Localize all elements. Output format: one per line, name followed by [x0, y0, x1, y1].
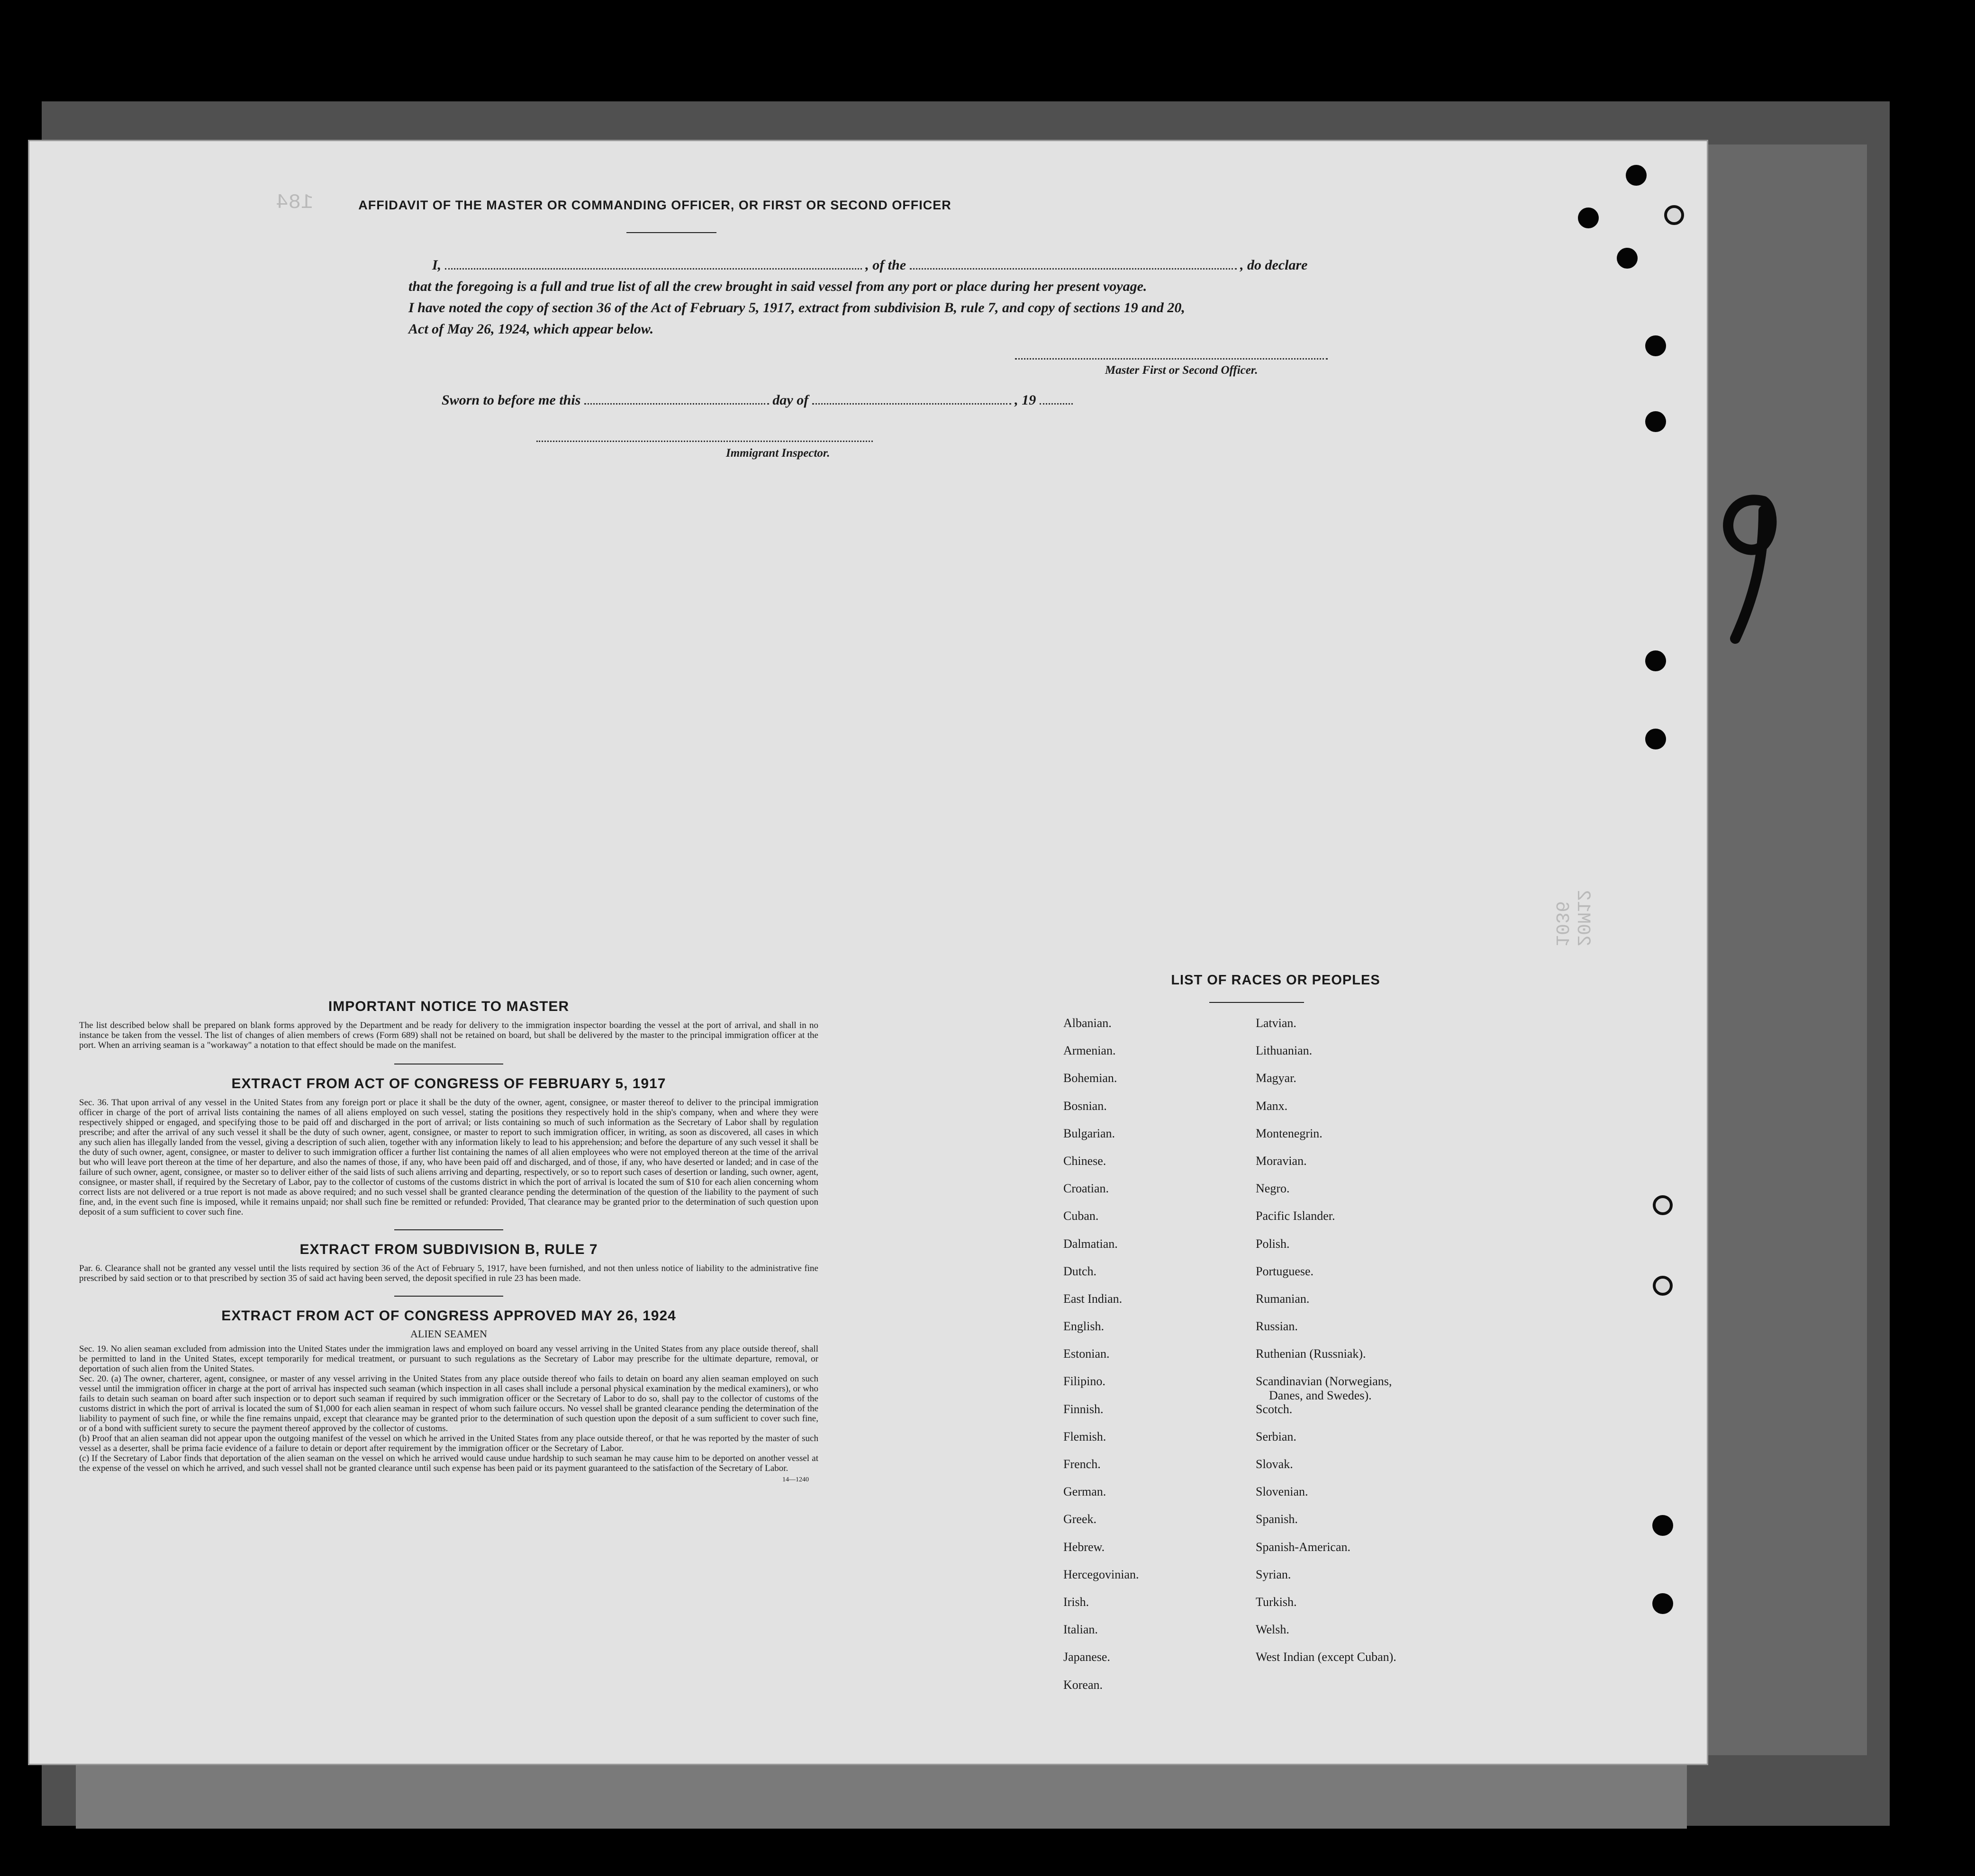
- race-item-continuation: Danes, and Swedes).: [1269, 1389, 1372, 1403]
- race-item: Rumanian.: [1256, 1291, 1310, 1306]
- punch-hole: [1652, 1515, 1673, 1536]
- race-item: Latvian.: [1256, 1016, 1296, 1030]
- race-item: Pacific Islander.: [1256, 1209, 1335, 1223]
- race-item: Dalmatian.: [1063, 1236, 1118, 1251]
- race-item: Estonian.: [1063, 1347, 1110, 1361]
- races-list-right: [1256, 1016, 1502, 1678]
- races-title-rule: [1209, 1002, 1304, 1003]
- race-item: Bulgarian.: [1063, 1126, 1115, 1140]
- sec-19: Sec. 19. No alien seaman excluded from admission into the United States under the immigration laws and employed on board any vessel arriving in the United States from any place outside thereof, shall be permitted to land in the United States, except temporarily for medical treatment, or pursuant to such regulations as the Secretary of Labor may prescribe for the ultimate departure, removal, or deportation of such alien from the United States.: [79, 1344, 818, 1374]
- punch-hole-ring: [1653, 1276, 1673, 1296]
- punch-hole-ring: [1664, 205, 1684, 225]
- inspector-signature-label: Immigrant Inspector.: [726, 447, 830, 460]
- race-item: Slovenian.: [1256, 1485, 1308, 1499]
- race-item: Welsh.: [1256, 1623, 1289, 1637]
- handwritten-nine-mark: [1707, 482, 1792, 653]
- race-item: Russian.: [1256, 1319, 1298, 1334]
- race-item-scandinavian: [1256, 1374, 1502, 1402]
- punch-hole: [1645, 729, 1666, 749]
- sec-20b: (b) Proof that an alien seaman did not appear upon the outgoing manifest of the vessel on which he arrived in the United States from any place outside thereof, or that he was reported by the master of such vessel as a deserter, shall be prima facie evidence of a failure to detain or deport after requirement by the immigration officer or the Secretary of Labor.: [79, 1434, 818, 1453]
- race-item: Hercegovinian.: [1063, 1567, 1139, 1581]
- race-item: French.: [1063, 1457, 1101, 1471]
- punch-hole: [1578, 207, 1599, 228]
- sworn-day-of: day of: [772, 392, 809, 408]
- race-item: Moravian.: [1256, 1154, 1307, 1168]
- subdivision-title: EXTRACT FROM SUBDIVISION B, RULE 7: [299, 1242, 598, 1257]
- race-item: Dutch.: [1063, 1264, 1097, 1278]
- race-item: East Indian.: [1063, 1291, 1123, 1306]
- race-item: Scotch.: [1256, 1402, 1293, 1416]
- sec-20c: (c) If the Secretary of Labor finds that deportation of the alien seaman on the vessel on which he arrived would cause undue hardship to such seaman he may cause him to be deported on another vessel at the expense of the vessel on which he arrived, and such vessel shall not be granted clearance until such expense has been paid or its payment guaranteed to the satisfaction of the Secretary of Labor.: [79, 1453, 818, 1473]
- race-item: Filipino.: [1063, 1374, 1105, 1389]
- race-item: Finnish.: [1063, 1402, 1104, 1416]
- sworn-line: [442, 392, 1152, 408]
- bleed-through-reel-stamp: 20M12 1036: [1550, 889, 1593, 947]
- affidavit-line-4: Act of May 26, 1924, which appear below.: [408, 321, 654, 337]
- inspector-signature-field[interactable]: [536, 441, 873, 442]
- race-item: German.: [1063, 1485, 1106, 1499]
- races-title: LIST OF RACES OR PEOPLES: [1171, 973, 1380, 988]
- sworn-year: , 19: [1015, 392, 1036, 408]
- affidavit-line-1: [408, 257, 1309, 273]
- master-signature-label: Master First or Second Officer.: [1105, 364, 1258, 377]
- extract-1924-subtitle: ALIEN SEAMEN: [410, 1328, 487, 1340]
- race-item: Slovak.: [1256, 1457, 1293, 1471]
- race-item: Cuban.: [1063, 1209, 1099, 1223]
- extract-1917-rule: [394, 1229, 503, 1230]
- master-signature-field[interactable]: [1015, 358, 1328, 360]
- bleed-through-page-number: 184: [276, 191, 314, 215]
- master-name-field[interactable]: [445, 268, 862, 270]
- race-item: Croatian.: [1063, 1182, 1109, 1196]
- race-item: Montenegrin.: [1256, 1126, 1323, 1140]
- subdivision-rule: [394, 1296, 503, 1297]
- extract-1917-title: EXTRACT FROM ACT OF CONGRESS OF FEBRUARY 5, 1917: [231, 1076, 666, 1091]
- sworn-month-field[interactable]: [812, 403, 1011, 405]
- race-item: Lithuanian.: [1256, 1044, 1313, 1058]
- folder-edge: [1706, 144, 1867, 1755]
- race-item: Polish.: [1256, 1236, 1290, 1251]
- affidavit-title-rule: [626, 232, 716, 233]
- form-number: 14—1240: [782, 1476, 809, 1483]
- extract-1924-title: EXTRACT FROM ACT OF CONGRESS APPROVED MAY 26, 1924: [221, 1308, 676, 1324]
- race-item: Serbian.: [1256, 1429, 1296, 1443]
- affidavit-line-2: that the foregoing is a full and true list of all the crew brought in said vessel from any port or place during her present voyage.: [408, 279, 1147, 294]
- race-item: Negro.: [1256, 1182, 1290, 1196]
- subdivision-body: Par. 6. Clearance shall not be granted any vessel until the lists required by section 36 of the Act of February 5, 1917, have been furnished, and not then unless notice of liability to the administrative fine prescribed by said section or to that prescribed by section 35 of said act having been served, the deposit specified in rule 23 has been made.: [79, 1263, 818, 1283]
- race-item: Armenian.: [1063, 1044, 1116, 1058]
- races-list-left: [1063, 1016, 1205, 1705]
- crew-list-form-page: [29, 141, 1707, 1764]
- affidavit-do-declare: , do declare: [1240, 257, 1308, 273]
- affidavit-line-3: I have noted the copy of section 36 of the Act of February 5, 1917, extract from subdivision B, rule 7, and copy of sections 19 and 20,: [408, 300, 1185, 316]
- race-item: Japanese.: [1063, 1650, 1110, 1664]
- race-item: Manx.: [1256, 1099, 1288, 1113]
- race-item: Ruthenian (Russniak).: [1256, 1347, 1366, 1361]
- race-item: Hebrew.: [1063, 1540, 1105, 1554]
- affidavit-of-the: , of the: [865, 257, 906, 273]
- sworn-day-field[interactable]: [584, 403, 769, 405]
- race-item: Scandinavian (Norwegians,: [1256, 1374, 1392, 1389]
- race-item: Italian.: [1063, 1623, 1098, 1637]
- race-item: Korean.: [1063, 1678, 1103, 1692]
- notice-body: The list described below shall be prepared on blank forms approved by the Department and be ready for delivery to the immigration inspector boarding the vessel at the port of arrival, and shall in no instance be taken from the vessel. The list of changes of alien members of crews (Form 689) shall not be retained on board, but shall be delivered by the master to the principal immigration officer at the port. When an arriving seaman is a "workaway" a notation to that effect should be made on the manifest.: [79, 1020, 818, 1050]
- race-item: Magyar.: [1256, 1071, 1296, 1085]
- punch-hole: [1645, 411, 1666, 432]
- punch-hole: [1652, 1593, 1673, 1614]
- race-item: Chinese.: [1063, 1154, 1106, 1168]
- affidavit-i: I,: [432, 257, 442, 273]
- race-item: Irish.: [1063, 1595, 1089, 1609]
- punch-hole-ring: [1653, 1195, 1673, 1215]
- race-item: Spanish-American.: [1256, 1540, 1351, 1554]
- sworn-year-field[interactable]: [1040, 403, 1073, 405]
- race-item: English.: [1063, 1319, 1104, 1334]
- race-item: Turkish.: [1256, 1595, 1297, 1609]
- notice-title: IMPORTANT NOTICE TO MASTER: [328, 999, 570, 1014]
- race-item: Bosnian.: [1063, 1099, 1107, 1113]
- sec-20a: Sec. 20. (a) The owner, charterer, agent, consignee, or master of any vessel arriving in the United States from any place outside thereof who fails to detain on board any alien seaman employed on such vessel until the immigration officer in charge at the port of arrival has inspected such seaman (which inspection in all cases shall include a personal physical examination by the medical examiners), or who fails to detain such seaman on board after such inspection or to deport such seaman if required by such immigration officer or the Secretary of Labor to do so, shall pay to the collector of customs of the customs district in which the port of arrival is located the sum of $1,000 for each alien seaman in respect of whom such failure occurs. No vessel shall be granted clearance pending the determination of the liability to payment of such fine, or while the fine remains unpaid, except that clearance may be granted prior to the determination of such question upon the deposit of a sum sufficient to cover such fine, or of a bond with sufficient surety to secure the payment thereof approved by the collector of customs.: [79, 1374, 818, 1434]
- punch-hole: [1626, 165, 1647, 186]
- race-item: Portuguese.: [1256, 1264, 1314, 1278]
- affidavit-title: AFFIDAVIT OF THE MASTER OR COMMANDING OFFICER, OR FIRST OR SECOND OFFICER: [358, 198, 951, 212]
- legal-notices-column: [79, 999, 818, 1484]
- sworn-text: Sworn to before me this: [442, 392, 581, 408]
- extract-1917-body: Sec. 36. That upon arrival of any vessel in the United States from any foreign port or place it shall be the duty of the owner, agent, consignee, or master thereof to deliver to the principal immigration officer in charge of the port of arrival lists containing the names of all aliens employed on such vessel, stating the positions they respectively hold in the ship's company, when and where they were respectively shipped or engaged, and specifying those to be paid off and discharged in the port of arrival; or lists containing so much of such information as the Secretary of Labor shall by regulation prescribe; and after the arrival of any such vessel it shall be the duty of such owner, agent, consignee, or master to report to such immigration officer, in writing, as soon as discovered, all cases in which any such alien has illegally landed from the vessel, giving a description of such alien, together with any information likely to lead to his apprehension; and before the departure of any such vessel it shall be the duty of such owner, agent, consignee, or master to deliver to such immigration officer a further list containing the names of all alien employees who were not employed thereon at the time of the arrival but who will leave port thereon at the time of her departure, and also the names of those, if any, who have been paid off and discharged, and of those, if any, who have deserted or landed; and in case of the failure of such owner, agent, consignee, or master so to deliver either of the said lists of such aliens arriving and departing, respectively, or so to report such cases of desertion or landing, such owner, agent, consignee, or master shall, if required by the Secretary of Labor, pay to the collector of customs of the customs district in which the port of arrival is located the sum of $10 for each alien concerning whom correct lists are not delivered or a true report is not made as above required; and no such vessel shall be granted clearance pending the determination of the question of the liability to the payment of such fine, and, in the event such fine is imposed, while it remains unpaid; nor shall such fine be remitted or refunded: Provided, That clearance may be granted prior to the determination of such question upon deposit of a sum sufficient to cover such fine.: [79, 1098, 818, 1217]
- punch-hole: [1645, 335, 1666, 356]
- race-item: Flemish.: [1063, 1429, 1106, 1443]
- punch-hole: [1617, 248, 1638, 269]
- race-item: West Indian (except Cuban).: [1256, 1650, 1396, 1664]
- lower-sheet-edge: [76, 1762, 1687, 1829]
- race-item: Syrian.: [1256, 1567, 1291, 1581]
- race-item: Greek.: [1063, 1512, 1097, 1526]
- race-item: Bohemian.: [1063, 1071, 1117, 1085]
- race-item: Spanish.: [1256, 1512, 1298, 1526]
- vessel-name-field[interactable]: [910, 268, 1237, 270]
- race-item: Albanian.: [1063, 1016, 1112, 1030]
- punch-hole: [1645, 650, 1666, 671]
